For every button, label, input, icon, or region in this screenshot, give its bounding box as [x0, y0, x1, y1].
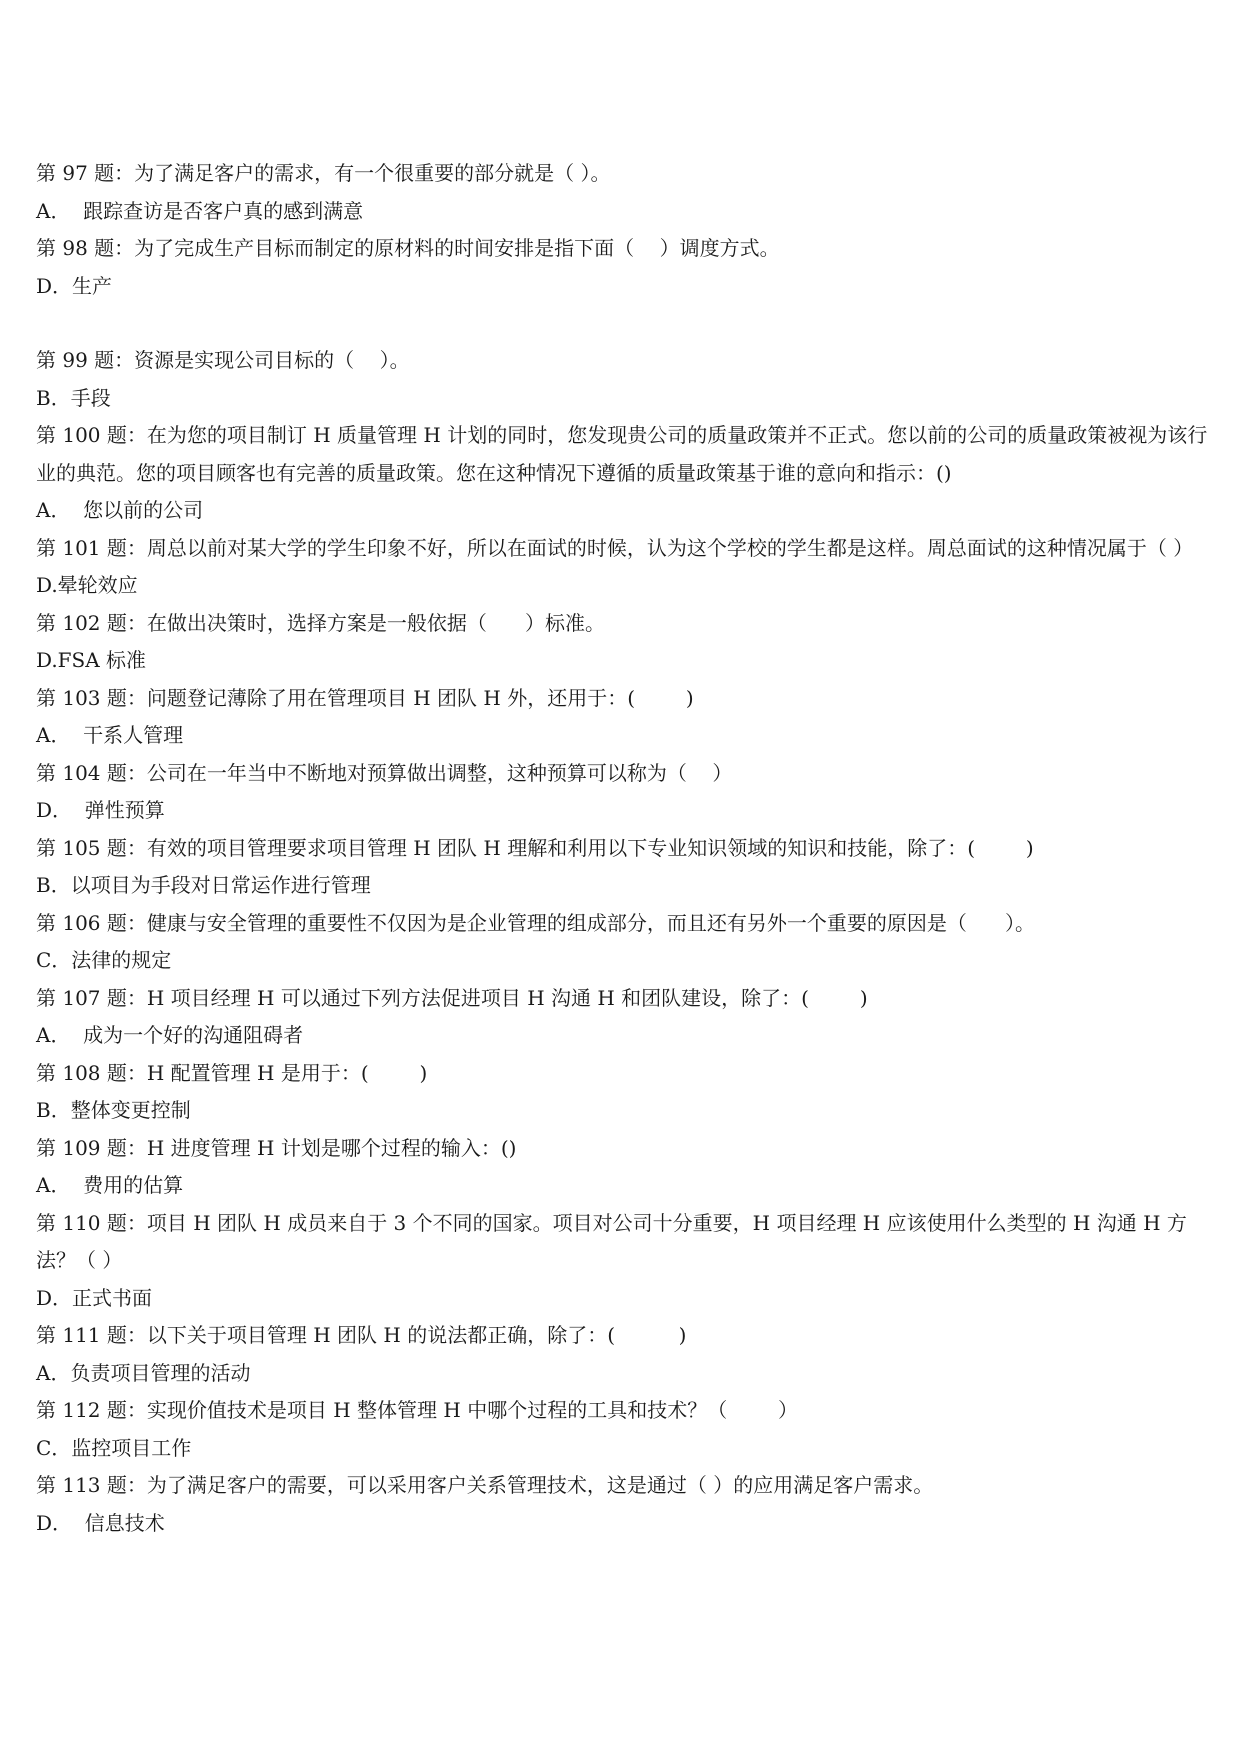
question-109: 第 109 题：H 进度管理 H 计划是哪个过程的输入：(): [36, 1135, 517, 1160]
question-113: 第 113 题：为了满足客户的需要，可以采用客户关系管理技术，这是通过（ ）的应用满足客户需求。: [36, 1473, 934, 1497]
question-104: 第 104 题：公司在一年当中不断地对预算做出调整，这种预算可以称为（ ）: [36, 760, 733, 785]
answer-105: B．以项目为手段对日常运作进行管理: [36, 873, 371, 897]
answer-111: A．负责项目管理的活动: [36, 1360, 251, 1385]
answer-112: C．监控项目工作: [36, 1435, 192, 1460]
question-100: 第 100 题：在为您的项目制订 H 质量管理 H 计划的同时，您发现贵公司的质量政策并不正式。您以前的公司的质量政策被视为该行业的典范。您的项目顾客也有完善的质量政策。您在这种情况下遵循的质量政策基于谁的意向和指示：(): [36, 423, 1208, 485]
blank-spacer: [36, 305, 1216, 342]
answer-98: D．生产: [36, 273, 113, 298]
answer-99: B．手段: [36, 385, 111, 410]
answer-106: C．法律的规定: [36, 948, 172, 972]
answer-103: A． 干系人管理: [36, 723, 184, 747]
question-103: 第 103 题：问题登记薄除了用在管理项目 H 团队 H 外，还用于：( ): [36, 685, 694, 710]
question-112: 第 112 题：实现价值技术是项目 H 整体管理 H 中哪个过程的工具和技术？（ ）: [36, 1398, 799, 1422]
answer-113: D． 信息技术: [36, 1510, 165, 1535]
question-107: 第 107 题：H 项目经理 H 可以通过下列方法促进项目 H 沟通 H 和团队建设，除了：( ): [36, 985, 868, 1010]
answer-100: A． 您以前的公司: [36, 498, 204, 522]
question-108: 第 108 题：H 配置管理 H 是用于：( ): [36, 1060, 428, 1085]
question-101: 第 101 题：周总以前对某大学的学生印象不好，所以在面试的时候，认为这个学校的学生都是这样。周总面试的这种情况属于（ ）: [36, 535, 1194, 560]
answer-97: A． 跟踪查访是否客户真的感到满意: [36, 198, 364, 223]
question-102: 第 102 题：在做出决策时，选择方案是一般依据（ ）标准。: [36, 610, 606, 635]
answer-109: A． 费用的估算: [36, 1173, 184, 1197]
question-list: [36, 155, 1216, 1542]
answer-110: D．正式书面: [36, 1285, 153, 1310]
answer-107: A． 成为一个好的沟通阻碍者: [36, 1023, 304, 1047]
question-98: 第 98 题：为了完成生产目标而制定的原材料的时间安排是指下面（ ）调度方式。: [36, 236, 780, 260]
question-99: 第 99 题：资源是实现公司目标的（ ）。: [36, 348, 410, 372]
question-106: 第 106 题：健康与安全管理的重要性不仅因为是企业管理的组成部分，而且还有另外一个重要的原因是（ ）。: [36, 910, 1036, 935]
question-105: 第 105 题：有效的项目管理要求项目管理 H 团队 H 理解和利用以下专业知识领域的知识和技能，除了：( ): [36, 835, 1034, 860]
answer-102: D.FSA 标准: [36, 648, 147, 672]
question-97: 第 97 题：为了满足客户的需求，有一个很重要的部分就是（ ）。: [36, 161, 611, 185]
answer-104: D． 弹性预算: [36, 798, 165, 822]
question-110: 第 110 题：项目 H 团队 H 成员来自于 3 个不同的国家。项目对公司十分重要，H 项目经理 H 应该使用什么类型的 H 沟通 H 方法？（ ）: [36, 1210, 1187, 1272]
question-111: 第 111 题：以下关于项目管理 H 团队 H 的说法都正确，除了：( ): [36, 1323, 687, 1347]
answer-108: B．整体变更控制: [36, 1098, 191, 1122]
answer-101: D.晕轮效应: [36, 573, 138, 597]
